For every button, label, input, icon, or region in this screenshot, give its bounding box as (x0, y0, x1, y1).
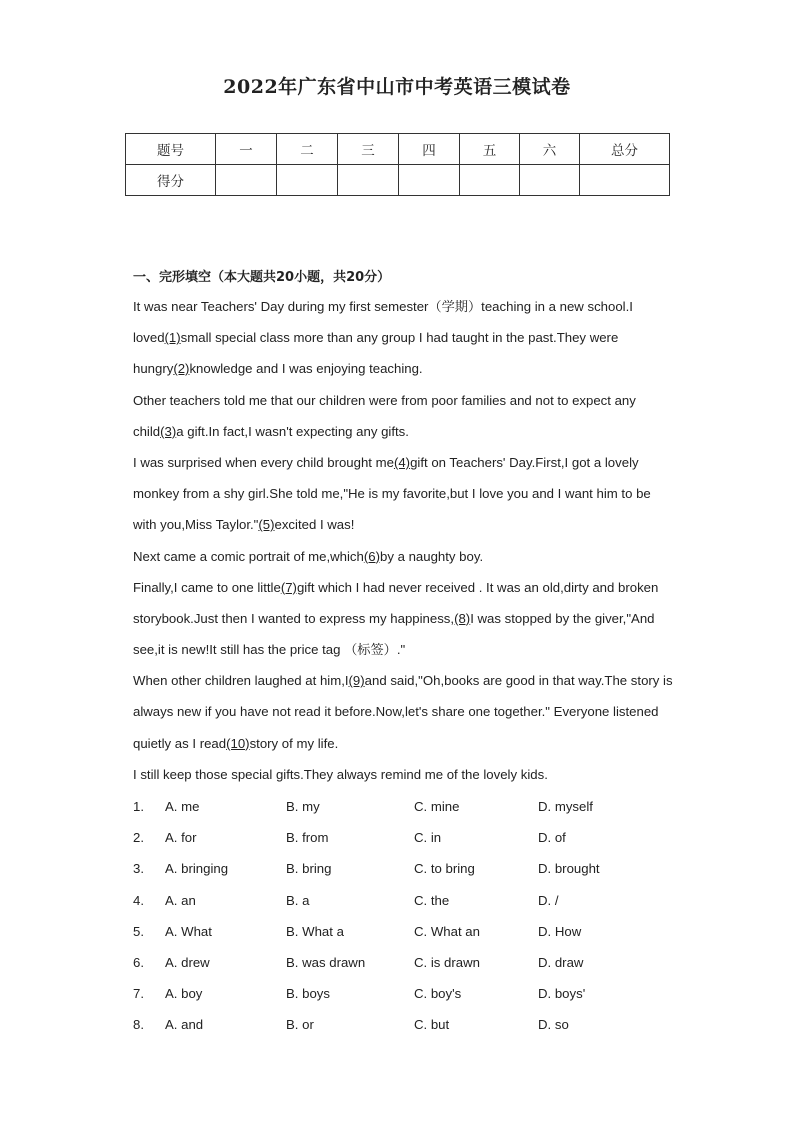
score-header-cell: 一 (216, 134, 277, 165)
option-d: D. draw (538, 954, 584, 970)
question-number: 1. (133, 799, 144, 814)
question-row (133, 885, 693, 916)
passage-text: a gift.In fact,I wasn't expecting any gifts. (176, 423, 409, 439)
cloze-passage (133, 291, 673, 790)
passage-line (133, 728, 673, 759)
score-cell (338, 165, 399, 196)
question-number: 7. (133, 986, 144, 1002)
cloze-blank: (5) (258, 517, 275, 533)
score-header-cell: 五 (460, 134, 520, 165)
option-b: B. was drawn (286, 954, 366, 970)
score-header-cell: 二 (277, 134, 338, 165)
passage-line (133, 291, 673, 322)
option-a: A. me (165, 799, 200, 814)
passage-text: knowledge and I was enjoying teaching. (189, 361, 423, 377)
passage-line (133, 541, 673, 572)
cloze-blank: (6) (363, 548, 380, 564)
passage-text: small special class more than any group I had taught in the past.They were (180, 330, 619, 346)
cloze-blank: (4) (393, 454, 411, 470)
option-b: B. a (286, 892, 310, 908)
passage-text: always new if you have not read it before.Now,let's share one together." Everyone listened (133, 704, 659, 720)
cloze-blank: (1) (164, 330, 181, 346)
score-table-header-row (126, 134, 670, 165)
cloze-blank: (10) (226, 735, 250, 751)
option-b: B. What a (286, 923, 344, 939)
passage-text: gift on Teachers' Day.First,I got a lovely (410, 454, 639, 470)
question-number: 3. (133, 861, 144, 877)
option-a: A. bringing (165, 861, 229, 877)
passage-text: I was stopped by the giver,"And (470, 610, 655, 626)
passage-text: I still keep those special gifts.They always remind me of the lovely kids. (133, 766, 548, 782)
cloze-blank: (9) (348, 673, 365, 689)
option-b: B. from (286, 830, 329, 846)
cloze-blank: (3) (160, 423, 177, 439)
passage-text: I was surprised when every child brought me (133, 454, 394, 470)
passage-text: excited I was! (274, 517, 355, 533)
passage-text: Next came a comic portrait of me,which (133, 548, 364, 564)
option-c: C. but (414, 1017, 450, 1033)
score-header-cell: 总分 (580, 134, 670, 165)
passage-text: quietly as I read (133, 735, 227, 751)
question-number: 8. (133, 1017, 144, 1033)
passage-text: storybook.Just then I wanted to express my happiness, (133, 610, 455, 626)
passage-line (133, 353, 673, 384)
passage-text: and said,"Oh,books are good in that way.The story is (364, 673, 673, 689)
option-a: A. drew (165, 954, 210, 970)
passage-line (133, 447, 673, 478)
score-header-cell: 六 (520, 134, 580, 165)
option-b: B. boys (286, 986, 330, 1002)
page-title: 2022年广东省中山市中考英语三模试卷 (223, 76, 571, 98)
passage-line (133, 322, 673, 353)
passage-text: monkey from a shy girl.She told me,"He is my favorite,but I love you and I want him to be (133, 486, 651, 502)
option-c: C. the (414, 892, 450, 908)
passage-text: gift which I had never received . It was an old,dirty and broken (296, 579, 659, 595)
option-c: C. What an (414, 923, 480, 939)
passage-line (133, 509, 673, 540)
option-c: C. in (414, 830, 442, 846)
passage-line (133, 416, 673, 447)
question-number: 2. (133, 830, 144, 846)
score-cell (460, 165, 520, 196)
cloze-blank: (8) (454, 610, 471, 626)
passage-text: see,it is new!It still has the price tag （标签）." (133, 642, 406, 658)
passage-text: by a naughty boy. (379, 548, 484, 564)
option-a: A. boy (165, 986, 203, 1002)
question-row (133, 822, 693, 853)
question-row (133, 853, 693, 884)
passage-line (133, 572, 673, 603)
passage-text: It was near Teachers' Day during my first semester（学期）teaching in a new school.I (133, 299, 633, 314)
option-c: C. to bring (414, 861, 475, 877)
score-cell (277, 165, 338, 196)
question-number: 6. (133, 954, 144, 970)
cloze-blank: (2) (173, 361, 190, 377)
option-d: D. / (538, 892, 559, 908)
option-b: B. bring (286, 861, 332, 877)
score-header-cell: 三 (338, 134, 399, 165)
passage-line (133, 759, 673, 790)
passage-line (133, 385, 673, 416)
passage-text: hungry (133, 361, 174, 377)
option-a: A. What (165, 923, 212, 939)
question-number: 5. (133, 923, 144, 939)
section-heading: 一、完形填空（本大题共20小题，共20分） (133, 270, 391, 285)
score-cell (216, 165, 277, 196)
option-b: B. or (286, 1017, 314, 1033)
passage-text: loved (133, 330, 165, 346)
passage-line (133, 665, 673, 696)
option-b: B. my (286, 799, 320, 814)
question-row (133, 1009, 693, 1040)
cloze-blank: (7) (280, 579, 297, 595)
option-c: C. boy's (414, 986, 462, 1002)
score-row-label: 得分 (126, 165, 216, 196)
passage-text: Finally,I came to one little (133, 579, 281, 595)
score-table-score-row (126, 165, 670, 196)
passage-text: child (133, 423, 161, 439)
score-table (125, 133, 670, 196)
score-cell (580, 165, 670, 196)
option-d: D. myself (538, 799, 593, 814)
option-d: D. How (538, 923, 582, 939)
option-a: A. an (165, 892, 196, 908)
option-a: A. and (165, 1017, 204, 1033)
passage-text: story of my life. (249, 735, 339, 751)
passage-line (133, 634, 673, 665)
passage-text: with you,Miss Taylor." (133, 517, 259, 533)
score-header-cell: 题号 (126, 134, 216, 165)
option-c: C. is drawn (414, 954, 480, 970)
passage-line (133, 478, 673, 509)
option-a: A. for (165, 830, 197, 846)
question-row (133, 791, 693, 822)
passage-text: Other teachers told me that our children were from poor families and not to expect any (133, 392, 636, 408)
passage-line (133, 696, 673, 727)
passage-line (133, 603, 673, 634)
score-cell (399, 165, 460, 196)
question-row (133, 947, 693, 978)
option-c: C. mine (414, 799, 460, 814)
passage-text: When other children laughed at him,I (133, 673, 349, 689)
question-row (133, 978, 693, 1009)
question-number: 4. (133, 892, 144, 908)
question-row (133, 916, 693, 947)
score-cell (520, 165, 580, 196)
option-d: D. brought (538, 861, 600, 877)
score-header-cell: 四 (399, 134, 460, 165)
option-d: D. so (538, 1017, 569, 1033)
option-d: D. of (538, 830, 566, 846)
question-options-list (133, 791, 693, 1041)
option-d: D. boys' (538, 986, 586, 1002)
